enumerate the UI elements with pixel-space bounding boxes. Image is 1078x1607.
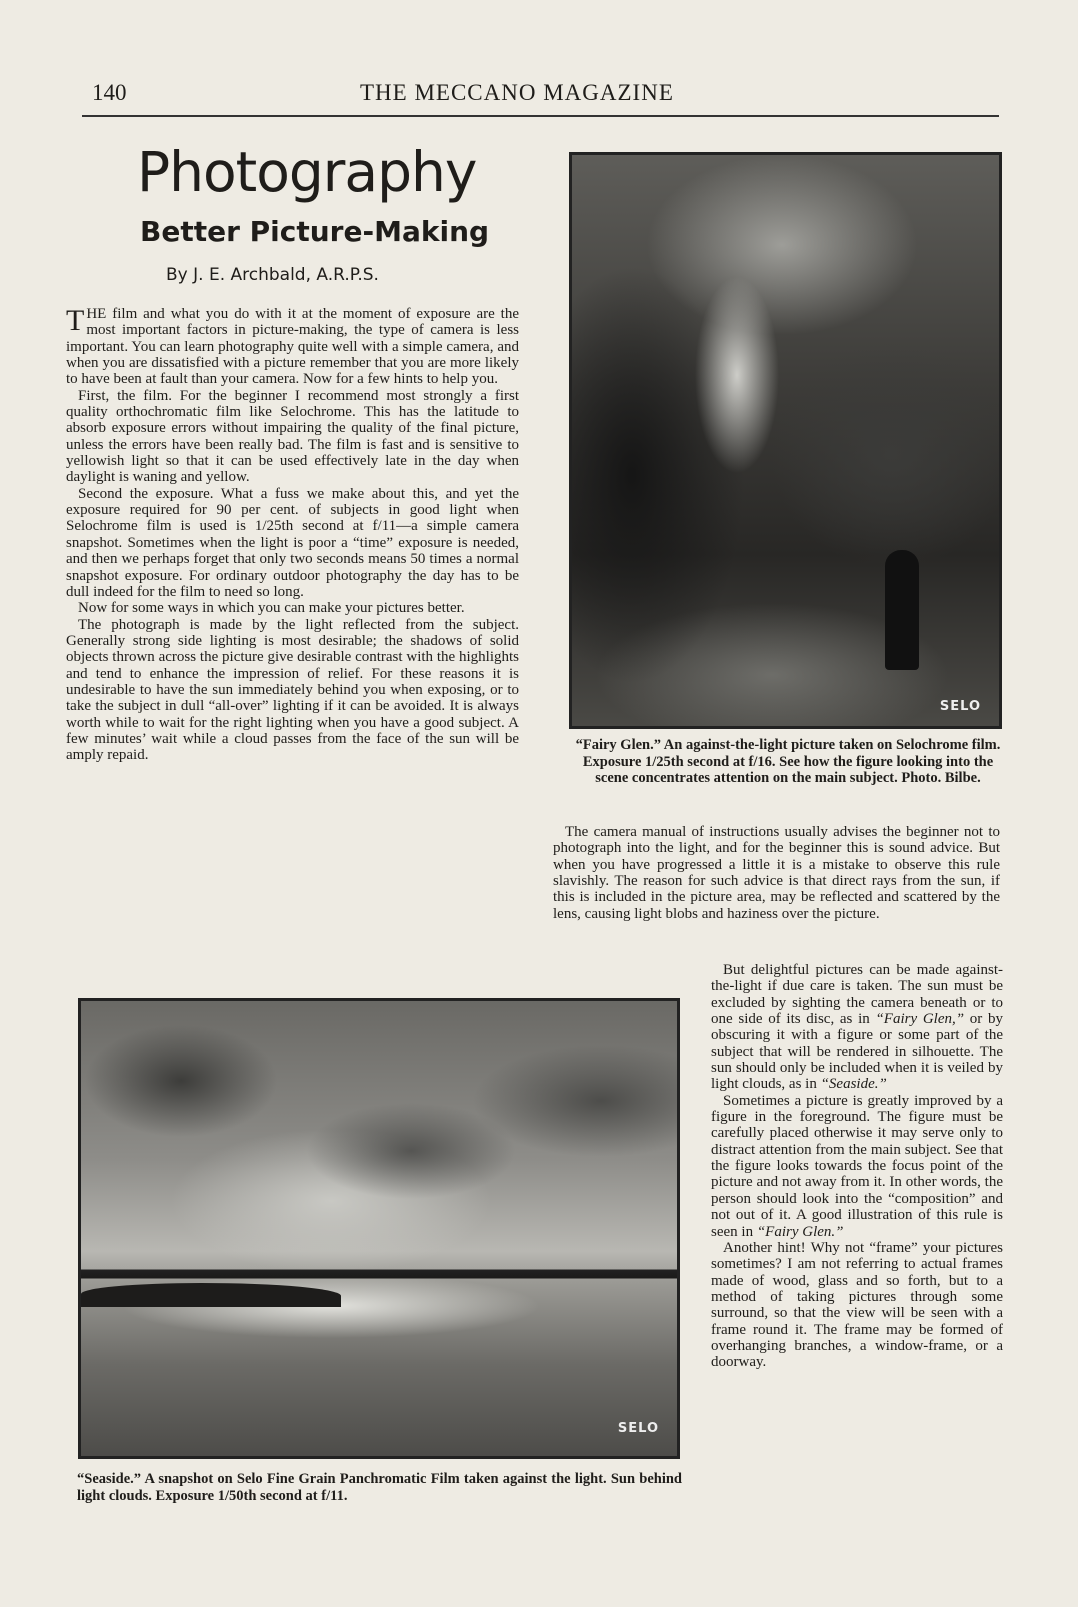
running-title: THE MECCANO MAGAZINE <box>360 80 674 105</box>
headland-silhouette <box>81 1283 341 1307</box>
italic-reference: “Fairy Glen,” <box>875 1011 965 1028</box>
seaside-caption: “Seaside.” A snapshot on Selo Fine Grain Panchromatic Film taken against the light. Sun behind light clouds. Exposure 1/50th second at f/11. <box>77 1471 682 1504</box>
paragraph <box>711 962 1003 1093</box>
paragraph <box>711 1093 1003 1240</box>
paragraph-text: Sometimes a picture is greatly improved by a figure in the foreground. The figure must be carefully placed otherwise it may serve only to distract attention from the main subject. See that the figure looks towards the focus point of the picture and not away from it. In other words, the person should look into the “composition” and not out of it. A good illustration of this rule is seen in <box>711 1092 1003 1240</box>
paragraph-text: But delightful pictures can be made against-the-light if due care is taken. The sun must be excluded by sighting the camera beneath or to one side of its disc, as in <box>711 962 1003 1028</box>
paragraph: Now for some ways in which you can make your pictures better. <box>78 600 465 617</box>
paragraph: The camera manual of instructions usually advises the beginner not to photograph into the light, and for the beginner this is sound advice. But when you have progressed a little it is a mistake to observe this rule slavishly. The reason for such advice is that direct rays from the sun, if this is included in the picture area, may be reflected and scattered by the lens, causing light blobs and haziness over the picture. <box>553 824 1000 922</box>
article-subtitle: Better Picture-Making <box>140 215 490 248</box>
selo-watermark: SELO <box>617 1421 659 1436</box>
silhouette-figure <box>885 550 919 670</box>
paragraph: First, the film. For the beginner I recommend most strongly a first quality orthochromatic film like Selochrome. This has the latitude to absorb exposure errors without impairing the quality of the final picture, unless the errors have been really bad. The film is fast and is sensitive to yellowish light so that it can be used effectively late in the day when daylight is waning and yellow. <box>66 387 519 486</box>
drop-cap: T <box>66 304 85 337</box>
paragraph-text: or by obscuring it with a figure or some part of the subject that will be rendered in silhouette. The sun should only be included when it is veiled by light clouds, as in <box>711 1011 1003 1093</box>
seaside-photo <box>78 998 680 1459</box>
paragraph <box>66 306 519 388</box>
right-column-top <box>553 824 1000 922</box>
fairy-glen-caption: “Fairy Glen.” An against-the-light picture taken on Selochrome film. Exposure 1/25th second at f/16. See how the figure looking into the scene concentrates attention on the main subject. Photo. Bilbe. <box>575 737 1001 786</box>
byline: By J. E. Archbald, A.R.P.S. <box>166 265 379 285</box>
paragraph: The photograph is made by the light reflected from the subject. Generally strong side lighting is most desirable; the shadows of solid objects thrown across the picture give desirable contrast with the highlights and tend to enhance the impression of relief. For these reasons it is undesirable to have the sun immediately behind you when exposing, or to take the subject in dull “all-over” lighting if it can be avoided. It is always worth while to wait for the right lighting when you have a good subject. A few minutes’ wait while a cloud passes from the face of the sun will be amply repaid. <box>66 616 519 764</box>
article-title: Photography <box>137 140 477 204</box>
italic-reference: “Seaside.” <box>820 1076 887 1093</box>
paragraph-text: HE film and what you do with it at the moment of exposure are the most important factors in picture-making, the type of camera is less important. You can learn photography quite well with a simple camera, and when you are dissatisfied with a picture remember that you are more likely to have been at fault than your camera. Now for a few hints to help you. <box>66 306 519 388</box>
fairy-glen-photo <box>569 152 1002 729</box>
paragraph: Another hint! Why not “frame” your pictures sometimes? I am not referring to actual frames made of wood, glass and so forth, but to a method of taking pictures through some surround, so that the view will be seen with a frame round it. The frame may be formed of overhanging branches, a window-frame, or a doorway. <box>711 1239 1003 1371</box>
page-number: 140 <box>92 80 127 105</box>
paragraph: Second the exposure. What a fuss we make about this, and yet the exposure required for 90 per cent. of subjects in good light when Selochrome film is used is 1/25th second at f/11—a simple camera snapshot. Sometimes when the light is poor a “time” exposure is needed, and then we perhaps forget that only two seconds means 50 times a normal snapshot exposure. For ordinary outdoor photography the day has to be dull indeed for the film to need so long. <box>66 485 519 600</box>
header-rule <box>82 115 999 117</box>
left-column <box>66 306 519 764</box>
selo-watermark: SELO <box>939 699 981 714</box>
right-column-bottom <box>711 962 1003 1371</box>
italic-reference: “Fairy Glen.” <box>756 1223 844 1240</box>
